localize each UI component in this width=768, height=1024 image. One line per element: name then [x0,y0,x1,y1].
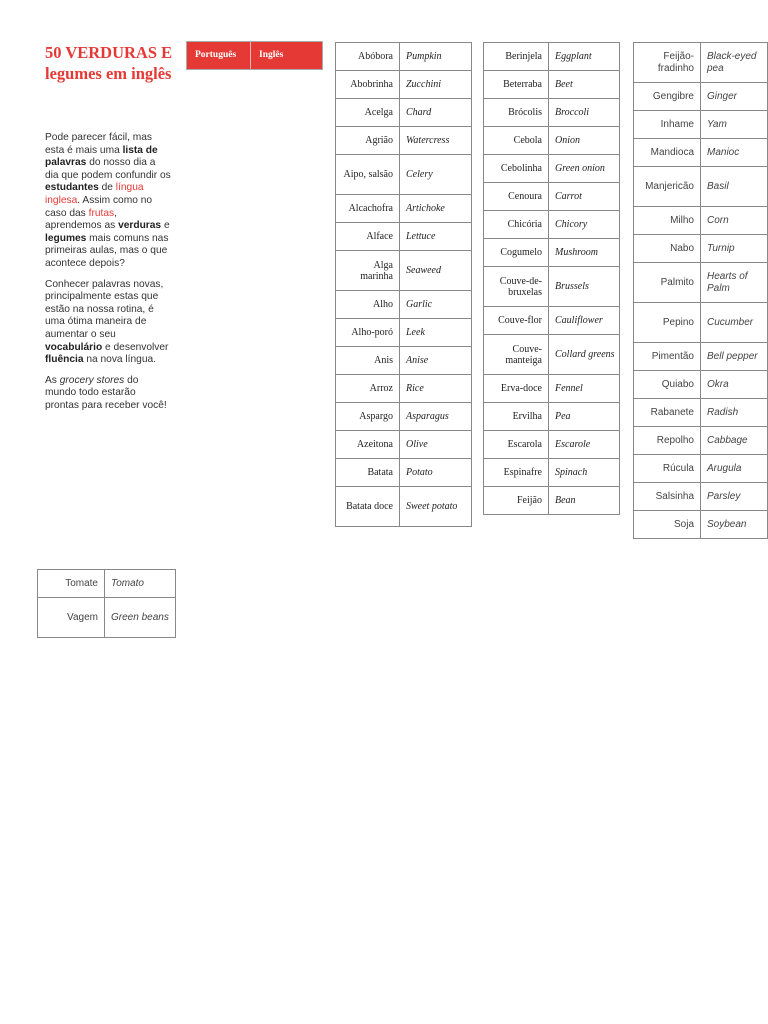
portuguese-word: Mandioca [634,139,701,167]
english-word: Turnip [701,235,768,263]
english-word: Leek [400,319,472,347]
table-row [336,375,472,403]
portuguese-word: Tomate [38,570,105,598]
english-word: Manioc [701,139,768,167]
english-word: Olive [400,431,472,459]
english-word: Eggplant [549,43,620,71]
table-row [38,570,176,598]
portuguese-word: Alho-poró [336,319,400,347]
table-row [484,239,620,267]
portuguese-word: Abobrinha [336,71,400,99]
english-word: Chard [400,99,472,127]
english-word: Onion [549,127,620,155]
portuguese-word: Soja [634,511,701,539]
portuguese-word: Quiabo [634,371,701,399]
vocab-table-3 [633,42,768,539]
english-word: Anise [400,347,472,375]
intro-paragraph-2: Conhecer palavras novas, principalmente estas que estão na nossa rotina, é uma ótima maneira de aumentar o seu vocabulário e desenvolver fluência na nova língua. [45,278,169,366]
portuguese-word: Anis [336,347,400,375]
portuguese-word: Chicória [484,211,549,239]
portuguese-word: Feijão-fradinho [634,43,701,83]
portuguese-word: Pimentão [634,343,701,371]
portuguese-word: Azeitona [336,431,400,459]
english-word: Potato [400,459,472,487]
portuguese-word: Rúcula [634,455,701,483]
english-word: Bean [549,487,620,515]
english-word: Rice [400,375,472,403]
english-word: Radish [701,399,768,427]
table-row [634,483,768,511]
table-row [634,139,768,167]
table-row [336,99,472,127]
table-row [336,431,472,459]
table-row [484,431,620,459]
table-row [336,487,472,527]
table-row [336,223,472,251]
english-word: Pumpkin [400,43,472,71]
table-row [634,235,768,263]
table-row [336,251,472,291]
portuguese-word: Aspargo [336,403,400,431]
table-row [336,127,472,155]
english-word: Asparagus [400,403,472,431]
table-row [484,403,620,431]
portuguese-word: Alface [336,223,400,251]
vocab-table-2 [483,42,620,515]
table-row [336,319,472,347]
link-frutas[interactable]: frutas [88,207,115,219]
table-row [634,303,768,343]
table-row [336,71,472,99]
english-word: Corn [701,207,768,235]
vocab-table-4 [37,569,176,638]
portuguese-word: Agrião [336,127,400,155]
portuguese-word: Cebolinha [484,155,549,183]
link-lingua-inglesa[interactable]: língua inglesa [45,182,144,206]
english-word: Bell pepper [701,343,768,371]
english-word: Celery [400,155,472,195]
table-row [336,155,472,195]
table-row [38,598,176,638]
table-row [484,307,620,335]
english-word: Brussels [549,267,620,307]
table-row [484,487,620,515]
intro-paragraph-3: As grocery stores do mundo todo estarão prontas para receber você! [45,374,167,411]
portuguese-word: Cogumelo [484,239,549,267]
english-word: Artichoke [400,195,472,223]
table-row [484,155,620,183]
table-row [634,207,768,235]
english-word: Chicory [549,211,620,239]
page-title: 50 VERDURAS E legumes em inglês [45,43,173,83]
portuguese-word: Couve-manteiga [484,335,549,375]
table-row [634,343,768,371]
english-word: Soybean [701,511,768,539]
english-word: Pea [549,403,620,431]
english-word: Spinach [549,459,620,487]
portuguese-word: Erva-doce [484,375,549,403]
table-row [336,459,472,487]
table-row [336,43,472,71]
portuguese-word: Batata doce [336,487,400,527]
portuguese-word: Pepino [634,303,701,343]
english-word: Cabbage [701,427,768,455]
portuguese-word: Couve-flor [484,307,549,335]
portuguese-word: Escarola [484,431,549,459]
portuguese-word: Cebola [484,127,549,155]
table-row [484,211,620,239]
english-word: Tomato [105,570,176,598]
vocab-table-1 [335,42,472,527]
portuguese-word: Berinjela [484,43,549,71]
english-word: Carrot [549,183,620,211]
portuguese-word: Inhame [634,111,701,139]
portuguese-word: Alga marinha [336,251,400,291]
english-word: Cucumber [701,303,768,343]
english-word: Watercress [400,127,472,155]
table-row [484,99,620,127]
table-row [336,347,472,375]
english-word: Yam [701,111,768,139]
table-row [634,427,768,455]
portuguese-word: Repolho [634,427,701,455]
english-word: Broccoli [549,99,620,127]
header-ingles: Inglês [259,50,284,60]
table-header [186,41,323,70]
table-row [484,43,620,71]
portuguese-word: Abóbora [336,43,400,71]
portuguese-word: Aipo, salsão [336,155,400,195]
table-row [634,263,768,303]
portuguese-word: Palmito [634,263,701,303]
table-row [634,111,768,139]
portuguese-word: Salsinha [634,483,701,511]
table-row [484,335,620,375]
table-row [484,375,620,403]
table-row [484,183,620,211]
portuguese-word: Rabanete [634,399,701,427]
english-word: Cauliflower [549,307,620,335]
portuguese-word: Milho [634,207,701,235]
english-word: Escarole [549,431,620,459]
table-row [634,43,768,83]
intro-paragraph-1: Pode parecer fácil, mas esta é mais uma lista de palavras do nosso dia a dia que podem confundir os estudantes de língua inglesa. Assim como no caso das frutas, aprendemos as verduras e legumes mais comuns nas primeiras aulas, mas o que acontece depois? [45,132,171,269]
english-word: Lettuce [400,223,472,251]
portuguese-word: Couve-de-bruxelas [484,267,549,307]
portuguese-word: Espinafre [484,459,549,487]
english-word: Green onion [549,155,620,183]
table-row [634,167,768,207]
english-word: Sweet potato [400,487,472,527]
english-word: Zucchini [400,71,472,99]
portuguese-word: Manjericão [634,167,701,207]
portuguese-word: Cenoura [484,183,549,211]
english-word: Garlic [400,291,472,319]
english-word: Okra [701,371,768,399]
english-word: Parsley [701,483,768,511]
portuguese-word: Arroz [336,375,400,403]
english-word: Beet [549,71,620,99]
english-word: Ginger [701,83,768,111]
english-word: Basil [701,167,768,207]
portuguese-word: Ervilha [484,403,549,431]
table-row [336,195,472,223]
table-row [634,455,768,483]
english-word: Arugula [701,455,768,483]
table-row [484,267,620,307]
portuguese-word: Beterraba [484,71,549,99]
portuguese-word: Alho [336,291,400,319]
portuguese-word: Batata [336,459,400,487]
table-row [484,127,620,155]
portuguese-word: Nabo [634,235,701,263]
english-word: Hearts of Palm [701,263,768,303]
table-row [336,291,472,319]
table-row [634,371,768,399]
table-row [634,511,768,539]
portuguese-word: Gengibre [634,83,701,111]
english-word: Seaweed [400,251,472,291]
intro-text [45,132,171,420]
english-word: Green beans [105,598,176,638]
english-word: Mushroom [549,239,620,267]
table-row [634,83,768,111]
table-row [484,71,620,99]
portuguese-word: Brócolis [484,99,549,127]
table-row [634,399,768,427]
table-row [484,459,620,487]
header-portugues: Português [187,42,251,69]
table-row [336,403,472,431]
portuguese-word: Alcachofra [336,195,400,223]
portuguese-word: Acelga [336,99,400,127]
english-word: Black-eyed pea [701,43,768,83]
english-word: Fennel [549,375,620,403]
portuguese-word: Vagem [38,598,105,638]
english-word: Collard greens [549,335,620,375]
portuguese-word: Feijão [484,487,549,515]
